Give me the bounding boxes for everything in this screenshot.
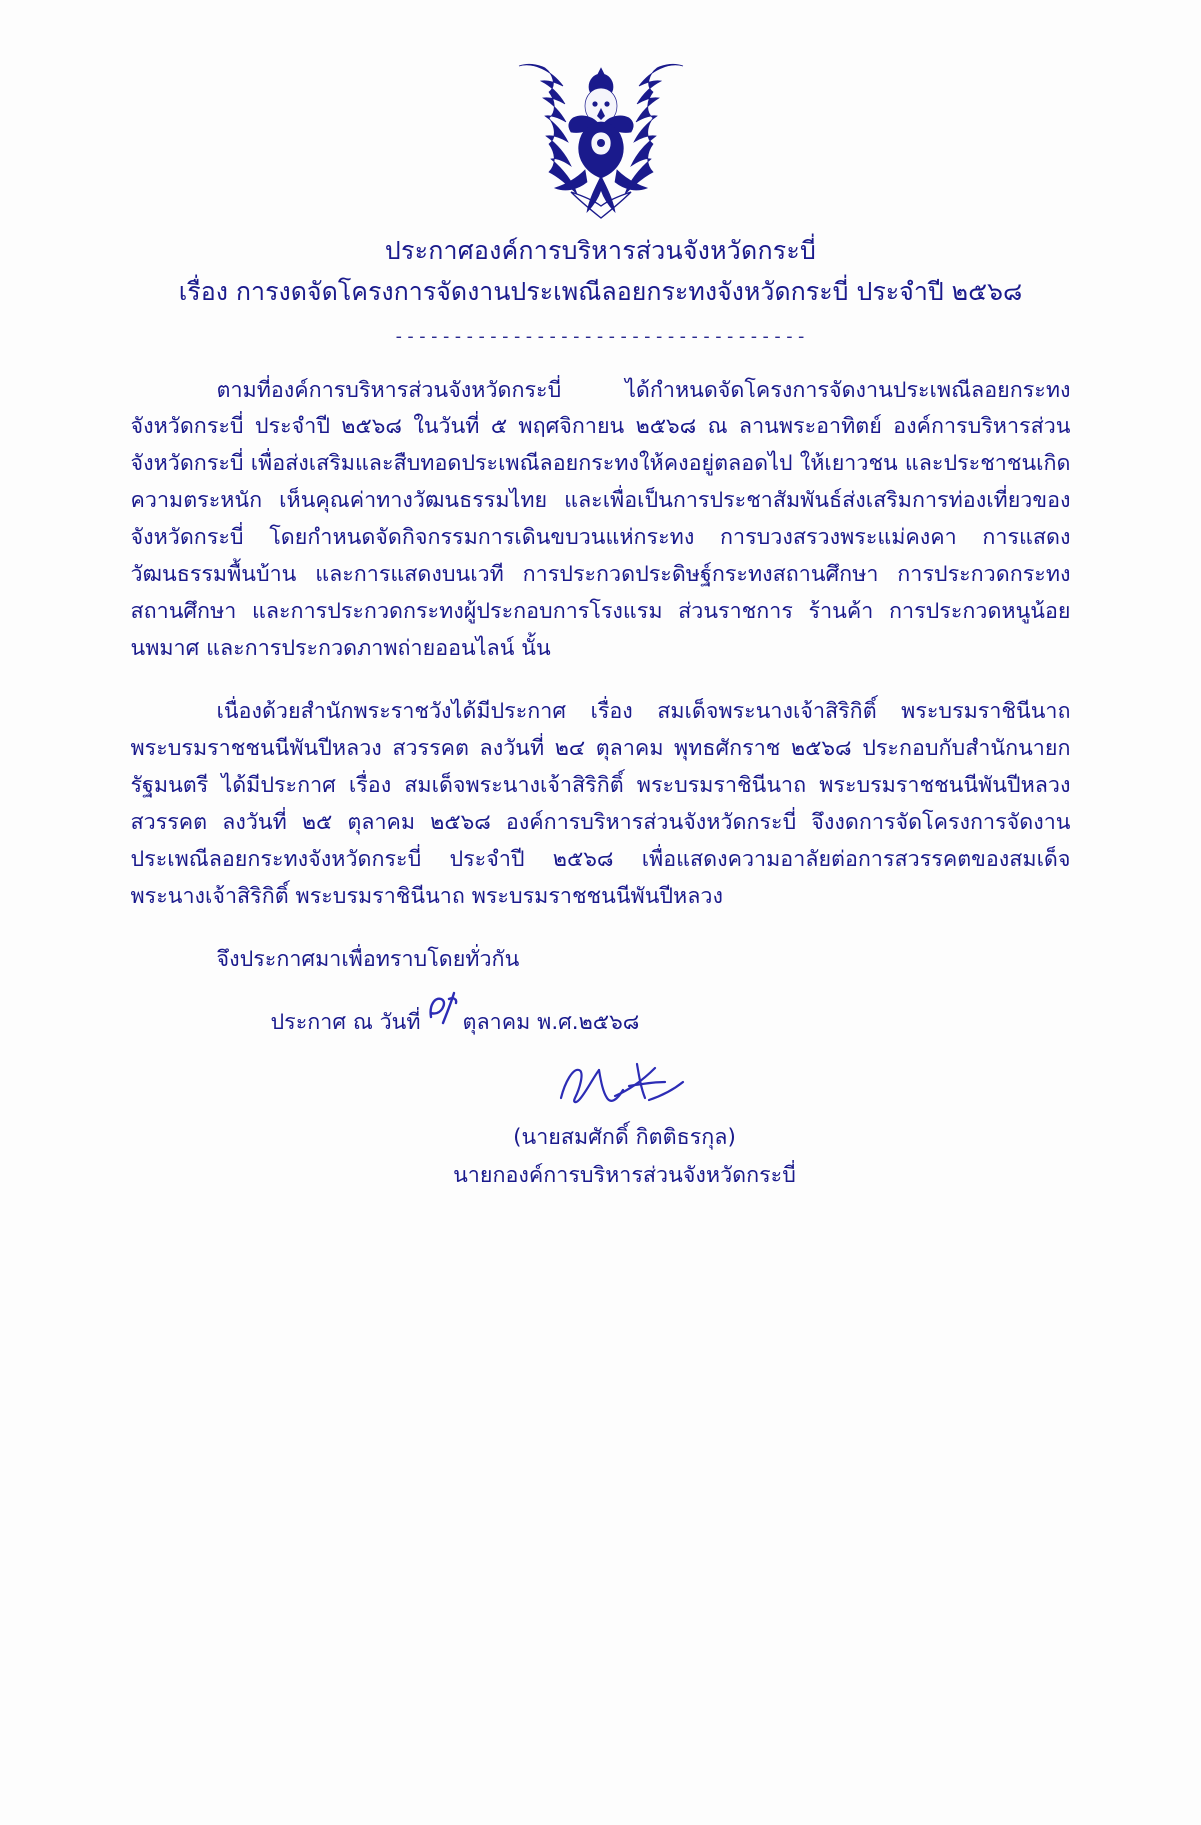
signature-title: นายกองค์การบริหารส่วนจังหวัดกระบี่ xyxy=(453,1163,796,1188)
handwritten-signature-icon xyxy=(545,1056,705,1114)
emblem-container xyxy=(0,0,1201,220)
document-body xyxy=(101,373,1101,1193)
date-prefix: ประกาศ ณ วันที่ xyxy=(270,1010,421,1036)
garuda-emblem-icon xyxy=(511,52,691,220)
date-suffix: ตุลาคม พ.ศ.๒๕๖๘ xyxy=(462,1010,640,1036)
page-title: ประกาศองค์การบริหารส่วนจังหวัดกระบี่ xyxy=(384,236,817,265)
paragraph-second: เนื่องด้วยสำนักพระราชวังได้มีประกาศ เรื่อง สมเด็จพระนางเจ้าสิริกิติ์ พระบรมราชินีนาถ พระบรมราชชนนีพันปีหลวง สวรรคต ลงวันที่ ๒๔ ตุลาคม พุทธศักราช ๒๕๖๘ ประกอบกับสำนักนายกรัฐมนตรี ได้มีประกาศ เรื่อง สมเด็จพระนางเจ้าสิริกิติ์ พระบรมราชินีนาถ พระบรมราชชนนีพันปีหลวง สวรรคต ลงวันที่ ๒๕ ตุลาคม ๒๕๖๘ องค์การบริหารส่วนจังหวัดกระบี่ จึงงดการจัดโครงการจัดงานประเพณีลอยกระทงจังหวัดกระบี่ ประจำปี ๒๕๖๘ เพื่อแสดงความอาลัยต่อการสวรรคตของสมเด็จพระนางเจ้าสิริกิติ์ พระบรมราชินีนาถ พระบรมราชชนนีพันปีหลวง xyxy=(130,699,1071,910)
closing-statement: จึงประกาศมาเพื่อทราบโดยทั่วกัน xyxy=(216,947,520,973)
page-subtitle: เรื่อง การงดจัดโครงการจัดงานประเพณีลอยกระทงจังหวัดกระบี่ ประจำปี ๒๕๖๘ xyxy=(178,276,1023,306)
divider: ----------------------------------- xyxy=(393,325,808,347)
signature-area xyxy=(131,1056,1071,1192)
signature-name: (นายสมศักดิ์ กิตติธรกุล) xyxy=(513,1125,736,1150)
document-heading xyxy=(0,232,1201,312)
handwritten-day-icon xyxy=(425,999,459,1029)
paragraph-first: ตามที่องค์การบริหารส่วนจังหวัดกระบี่ ได้กำหนดจัดโครงการจัดงานประเพณีลอยกระทงจังหวัดกระบี่ ประจำปี ๒๕๖๘ ในวันที่ ๕ พฤศจิกายน ๒๕๖๘ ณ ลานพระอาทิตย์ องค์การบริหารส่วนจังหวัดกระบี่ เพื่อส่งเสริมและสืบทอดประเพณีลอยกระทงให้คงอยู่ตลอดไป ให้เยาวชน และประชาชนเกิดความตระหนัก เห็นคุณค่าทางวัฒนธรรมไทย และเพื่อเป็นการประชาสัมพันธ์ส่งเสริมการท่องเที่ยวของจังหวัดกระบี่ โดยกำหนดจัดกิจกรรมการเดินขบวนแห่กระทง การบวงสรวงพระแม่คงคา การแสดงวัฒนธรรมพื้นบ้าน และการแสดงบนเวที การประกวดประดิษฐ์กระทงสถานศึกษา การประกวดกระทงสถานศึกษา และการประกวดกระทงผู้ประกอบการโรงแรม ส่วนราชการ ร้านค้า การประกวดหนูน้อยนพมาศ และการประกวดภาพถ่ายออนไลน์ นั้น xyxy=(130,377,1071,662)
date-line xyxy=(131,999,1071,1042)
